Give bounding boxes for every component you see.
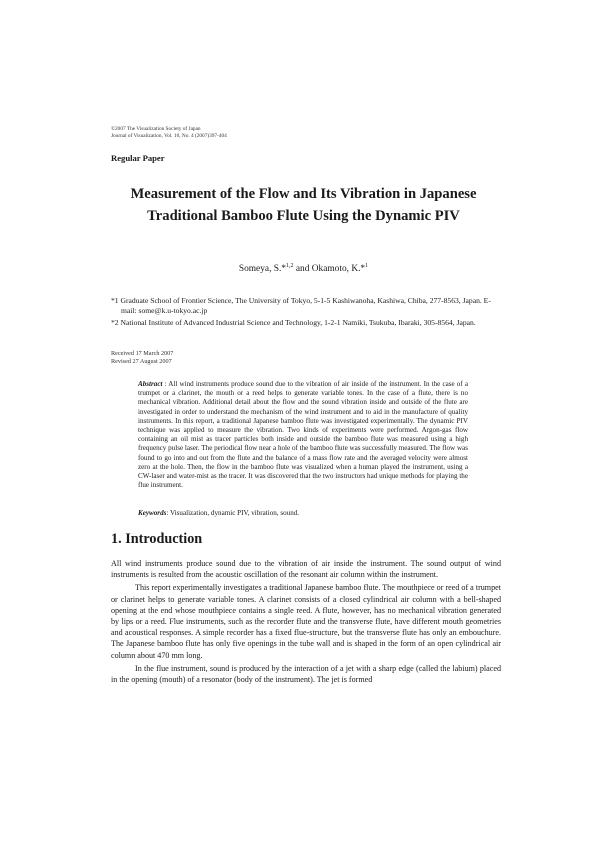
paragraph-3: In the flue instrument, sound is produced by the interaction of a jet with a sharp edge (called the labium) placed in the opening (mouth) of a resonator (body of the instrument). The jet is formed	[111, 663, 501, 685]
author-1-affil-mark: 1,2	[286, 263, 294, 269]
abstract	[138, 380, 468, 490]
keywords	[138, 509, 299, 517]
author-line	[100, 263, 507, 274]
revised-date: Revised 27 August 2007	[111, 358, 172, 365]
affiliation-2: *2 National Institute of Advanced Industrial Science and Technology, 1-2-1 Namiki, Tsukuba, Ibaraki, 305-8564, Japan.	[111, 317, 476, 327]
journal-header	[111, 126, 227, 140]
paragraph-2: This report experimentally investigates a traditional Japanese bamboo flute. The mouthpiece or reed of a trumpet or clarinet helps to generate variable tones. A clarinet consists of a closed cylindrical air column with a bell-shaped opening at the end whose mouthpiece contains a single reed. A flute, however, has no mechanical vibration generated by lips or a reed. Flue instruments, such as the recorder flute and the transverse flute, have different mouth geometries and acoustical responses. A simple recorder has a fixed flue-structure, but the transverse flute has only an embouchure. The Japanese bamboo flute has only five openings in the tube wall and is shaped in the form of an open cylindrical air column about 470 mm long.	[111, 583, 501, 660]
author-2-affil-mark: 1	[365, 263, 369, 269]
received-date: Received 17 March 2007	[111, 350, 174, 357]
citation-line: Journal of Visualization, Vol. 10, No. 4 (2007)397-404	[111, 133, 227, 139]
author-conjunction: and	[293, 264, 312, 275]
copyright-line: ©2007 The Visualization Society of Japan	[111, 126, 201, 132]
section-body	[111, 558, 501, 687]
author-1: Someya, S.*	[238, 264, 286, 275]
paper-title	[100, 183, 507, 227]
affiliation-1: *1 Graduate School of Frontier Science, The University of Tokyo, 5-1-5 Kashiwanoha, Kashiwa, Chiba, 277-8563, Japan. E-mail: some@k.u-tokyo.ac.jp	[111, 296, 491, 316]
affiliations	[111, 296, 503, 329]
keywords-text: : Visualization, dynamic PIV, vibration, sound.	[166, 509, 300, 517]
author-2: Okamoto, K.*	[311, 264, 366, 275]
abstract-label: Abstract	[138, 380, 163, 388]
keywords-label: Keywords	[138, 509, 167, 517]
section-heading: 1. Introduction	[111, 531, 203, 547]
title-line-2: Traditional Bamboo Flute Using the Dynamic PIV	[147, 208, 460, 224]
paragraph-1: All wind instruments produce sound due to the vibration of air inside the instrument. The sound output of wind instruments is resulted from the acoustic oscillation of the resonant air column within the instrument.	[111, 559, 501, 580]
abstract-text: : All wind instruments produce sound due to the vibration of air inside of the instrument. In the case of a trumpet or a clarinet, the mouth or a reed helps to generate variable tones. In the case of a flute, there is no mechanical vibration. Additional detail about the flow and the sound vibration inside and outside of the flute are investigated in order to understand the mechanism of the wind instrument and to aid in the manufacture of quality instruments. In this report, a traditional Japanese bamboo flute was investigated experimentally. The dynamic PIV technique was applied to measure the vibration. Two kinds of experiments were performed. Argon-gas flow containing an oil mist as tracer particles both inside and outside the bamboo flute was measured using a high frequency pulse laser. The periodical flow near a hole of the bamboo flute was successfully measured. The flow was found to go into and out from the flute and the balance of a mass flow rate and the averaged velocity were almost zero at the hole. Then, the flow in the bamboo flute was visualized when a human played the instrument, using a CW-laser and water-mist as the tracer. It was discovered that the two instructors had unique methods for playing the flue instrument.	[138, 380, 468, 490]
title-line-1: Measurement of the Flow and Its Vibration in Japanese	[130, 186, 477, 202]
submission-dates	[111, 350, 173, 366]
paper-type-label: Regular Paper	[111, 153, 165, 163]
